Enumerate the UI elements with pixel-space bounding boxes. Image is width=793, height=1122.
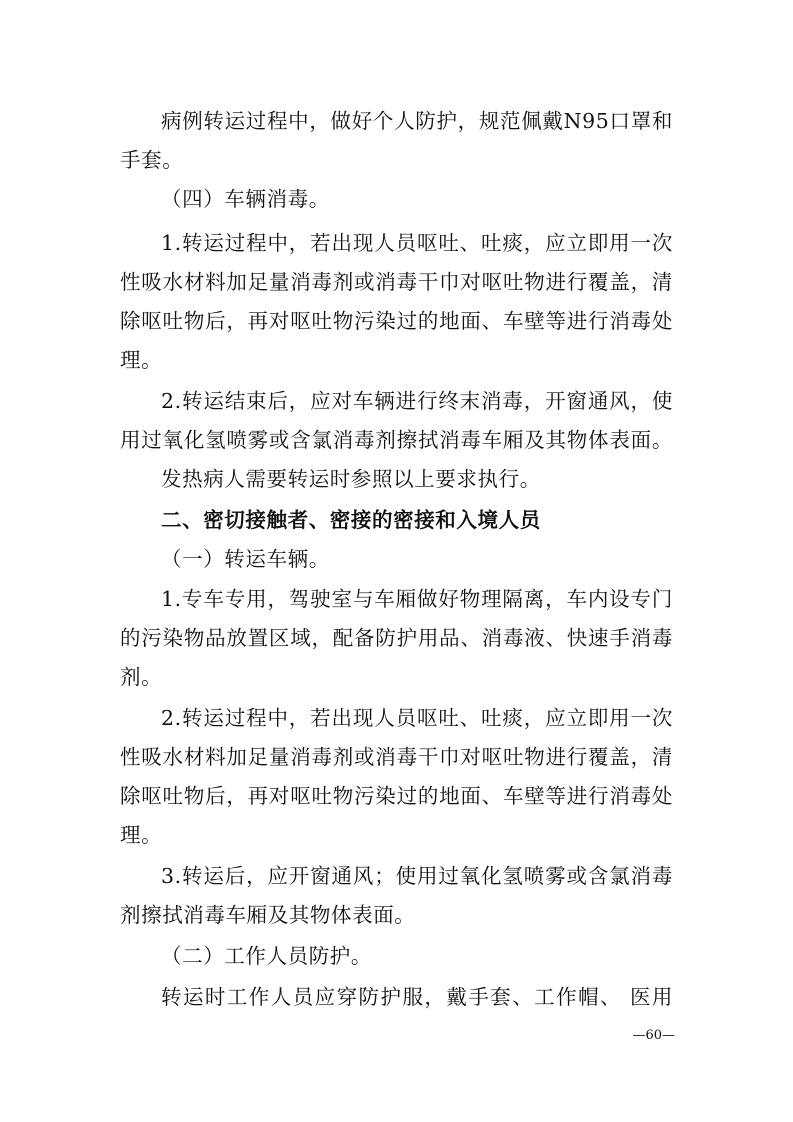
paragraph-line: 1.专车专用，驾驶室与车厢做好物理隔离，车内设专门 [161, 587, 673, 611]
paragraph-line: 手套。 [120, 148, 184, 172]
paragraph-line: 转运时工作人员应穿防护服，戴手套、工作帽、 医用 [161, 985, 673, 1009]
paragraph-line: 性吸水材料加足量消毒剂或消毒干巾对呕吐物进行覆盖，清 [120, 270, 673, 294]
paragraph-line: 2.转运过程中，若出现人员呕吐、吐痰，应立即用一次 [161, 706, 673, 730]
paragraph-line: 发热病人需要转运时参照以上要求执行。 [161, 467, 541, 491]
paragraph-line: 除呕吐物后，再对呕吐物污染过的地面、车壁等进行消毒处 [120, 309, 673, 333]
paragraph-line: 2.转运结束后，应对车辆进行终末消毒，开窗通风，使 [161, 389, 673, 413]
section-heading: 二、密切接触者、密接的密接和入境人员 [161, 508, 541, 532]
paragraph-line: 用过氧化氢喷雾或含氯消毒剂擦拭消毒车厢及其物体表面。 [120, 428, 673, 452]
paragraph-line: 病例转运过程中，做好个人防护，规范佩戴N95口罩和 [161, 109, 673, 133]
paragraph-line: 剂擦拭消毒车厢及其物体表面。 [120, 903, 416, 927]
page-number: —60— [632, 1028, 675, 1043]
paragraph-line: 的污染物品放置区域，配备防护用品、消毒液、快速手消毒 [120, 626, 673, 650]
paragraph-line: 剂。 [120, 665, 163, 689]
paragraph-line: 性吸水材料加足量消毒剂或消毒干巾对呕吐物进行覆盖，清 [120, 745, 673, 769]
paragraph-line: 除呕吐物后，再对呕吐物污染过的地面、车壁等进行消毒处 [120, 784, 673, 808]
paragraph-line: 理。 [120, 823, 163, 847]
paragraph-line: 理。 [120, 348, 163, 372]
section-heading: （二）工作人员防护。 [161, 944, 372, 968]
paragraph-line: 1.转运过程中，若出现人员呕吐、吐痰，应立即用一次 [161, 231, 673, 255]
section-heading: （一）转运车辆。 [161, 547, 330, 571]
paragraph-line: 3.转运后，应开窗通风；使用过氧化氢喷雾或含氯消毒 [161, 864, 673, 888]
section-heading: （四）车辆消毒。 [161, 187, 330, 211]
